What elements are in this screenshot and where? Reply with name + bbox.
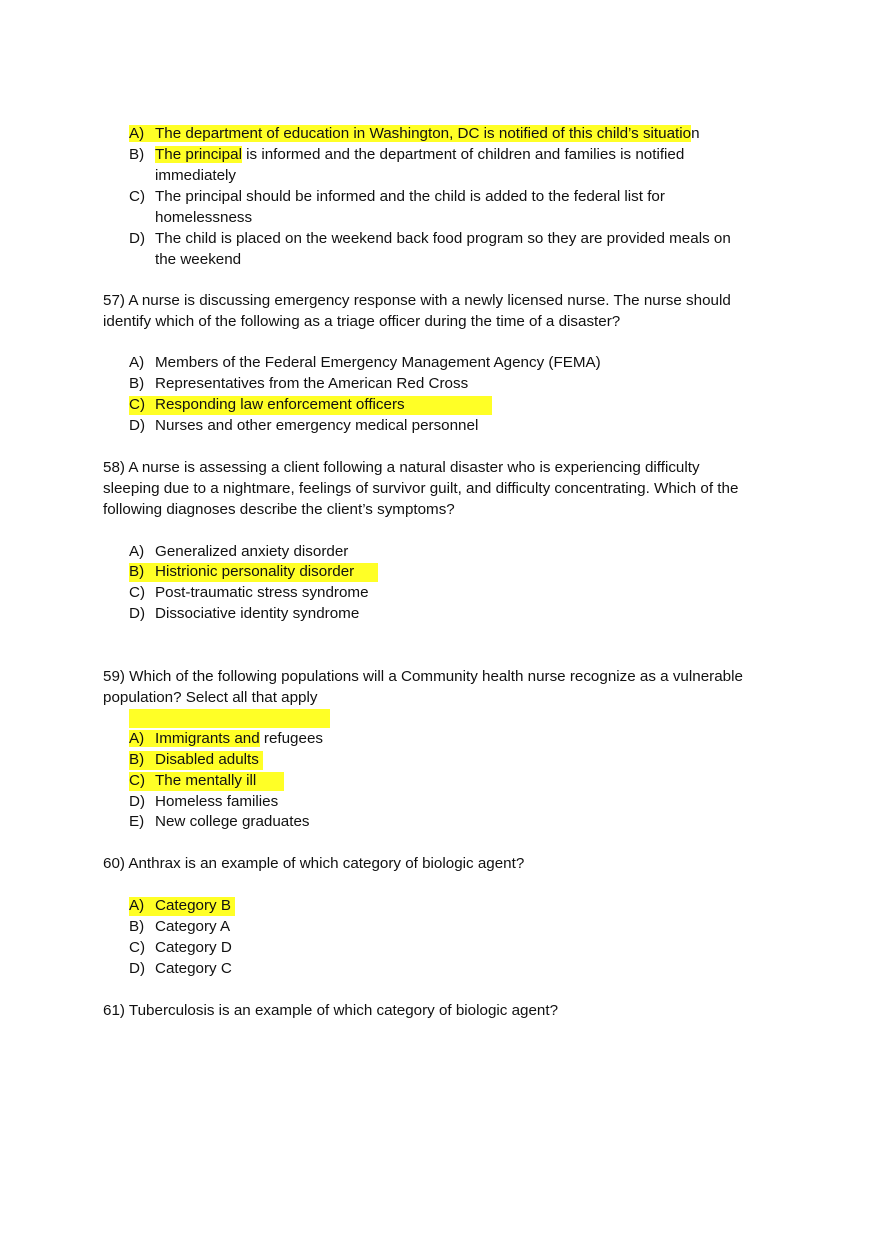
q59-stem-line-1: 59) Which of the following populations will a Community health nurse recognize as a vulnerable bbox=[103, 668, 743, 685]
option-label: C) bbox=[129, 939, 146, 956]
option-text: Post-traumatic stress syndrome bbox=[155, 584, 369, 601]
q60-option-c bbox=[129, 937, 232, 958]
q56-option-c bbox=[129, 186, 665, 207]
q60-option-a bbox=[129, 895, 231, 916]
q56-option-d bbox=[129, 228, 731, 249]
option-label: A) bbox=[129, 897, 145, 914]
q56-option-b bbox=[129, 144, 684, 165]
option-label: C) bbox=[129, 584, 146, 601]
option-text: Responding law enforcement officers bbox=[155, 396, 405, 413]
option-text: New college graduates bbox=[155, 813, 310, 830]
option-text: Representatives from the American Red Cross bbox=[155, 375, 469, 392]
q57-stem-line-2: identify which of the following as a triage officer during the time of a disaster? bbox=[103, 313, 621, 330]
option-text: Category C bbox=[155, 960, 232, 977]
option-text: refugees bbox=[259, 730, 323, 747]
option-text: The principal should be informed and the child is added to the federal list for bbox=[155, 188, 665, 205]
q59-option-e bbox=[129, 811, 310, 832]
q56-option-c-continued: homelessness bbox=[155, 209, 253, 226]
q59-stem-line-2: population? Select all that apply bbox=[103, 689, 318, 706]
q60-stem: 60) Anthrax is an example of which category of biologic agent? bbox=[103, 855, 525, 872]
option-label: B) bbox=[129, 563, 145, 580]
q59-option-b bbox=[129, 749, 259, 770]
option-text: Generalized anxiety disorder bbox=[155, 543, 349, 560]
option-label: B) bbox=[129, 375, 145, 392]
q58-stem-line-2: sleeping due to a nightmare, feelings of survivor guilt, and difficulty concentrating. Which of the bbox=[103, 480, 739, 497]
q58-option-c bbox=[129, 582, 369, 603]
q57-option-d bbox=[129, 415, 478, 436]
q58-option-d bbox=[129, 603, 359, 624]
option-text: The child is placed on the weekend back food program so they are provided meals on bbox=[155, 230, 731, 247]
q58-option-b bbox=[129, 561, 354, 582]
option-label: B) bbox=[129, 918, 145, 935]
option-label: A) bbox=[129, 543, 145, 560]
option-text: is informed and the department of children and families is notified bbox=[241, 146, 685, 163]
option-text-highlighted: The principal bbox=[155, 146, 242, 163]
q56-option-d-continued: the weekend bbox=[155, 251, 242, 268]
option-text: Homeless families bbox=[155, 793, 279, 810]
option-label: D) bbox=[129, 793, 146, 810]
q58-stem-line-1: 58) A nurse is assessing a client following a natural disaster who is experiencing difficulty bbox=[103, 459, 700, 476]
q61-stem: 61) Tuberculosis is an example of which category of biologic agent? bbox=[103, 1002, 559, 1019]
option-label: C) bbox=[129, 396, 146, 413]
q59-option-d bbox=[129, 791, 278, 812]
option-label: D) bbox=[129, 960, 146, 977]
option-label: E) bbox=[129, 813, 145, 830]
option-text: The mentally ill bbox=[155, 772, 257, 789]
q59-option-a bbox=[129, 728, 323, 749]
q57-option-b bbox=[129, 373, 468, 394]
q57-stem-line-1: 57) A nurse is discussing emergency response with a newly licensed nurse. The nurse should bbox=[103, 292, 731, 309]
q58-stem-line-3: following diagnoses describe the client’s symptoms? bbox=[103, 501, 455, 518]
option-label: A) bbox=[129, 125, 145, 142]
q56-option-b-continued: immediately bbox=[155, 167, 237, 184]
option-label: C) bbox=[129, 772, 146, 789]
option-text: Nurses and other emergency medical personnel bbox=[155, 417, 479, 434]
q57-option-a bbox=[129, 352, 601, 373]
option-text: n bbox=[691, 125, 700, 142]
option-label: D) bbox=[129, 605, 146, 622]
q59-option-c bbox=[129, 770, 256, 791]
option-label: B) bbox=[129, 751, 145, 768]
option-text-highlighted: The department of education in Washington, DC is notified of this child’s situatio bbox=[155, 125, 692, 142]
option-label: D) bbox=[129, 230, 146, 247]
option-text-highlighted: Immigrants and bbox=[155, 730, 260, 747]
q60-option-b bbox=[129, 916, 230, 937]
q57-option-c bbox=[129, 394, 405, 415]
option-text: Category A bbox=[155, 918, 231, 935]
option-label: D) bbox=[129, 417, 146, 434]
q58-option-a bbox=[129, 541, 348, 562]
q60-option-d bbox=[129, 958, 232, 979]
option-text: Category B bbox=[155, 897, 231, 914]
option-text: Category D bbox=[155, 939, 232, 956]
option-text: Dissociative identity syndrome bbox=[155, 605, 360, 622]
option-label: B) bbox=[129, 146, 145, 163]
highlight-bar bbox=[129, 709, 330, 728]
option-label: A) bbox=[129, 354, 145, 371]
option-text: Members of the Federal Emergency Management Agency (FEMA) bbox=[155, 354, 601, 371]
q56-option-a bbox=[129, 123, 700, 144]
option-label: C) bbox=[129, 188, 146, 205]
option-text: Disabled adults bbox=[155, 751, 259, 768]
option-label: A) bbox=[129, 730, 145, 747]
option-text: Histrionic personality disorder bbox=[155, 563, 355, 580]
